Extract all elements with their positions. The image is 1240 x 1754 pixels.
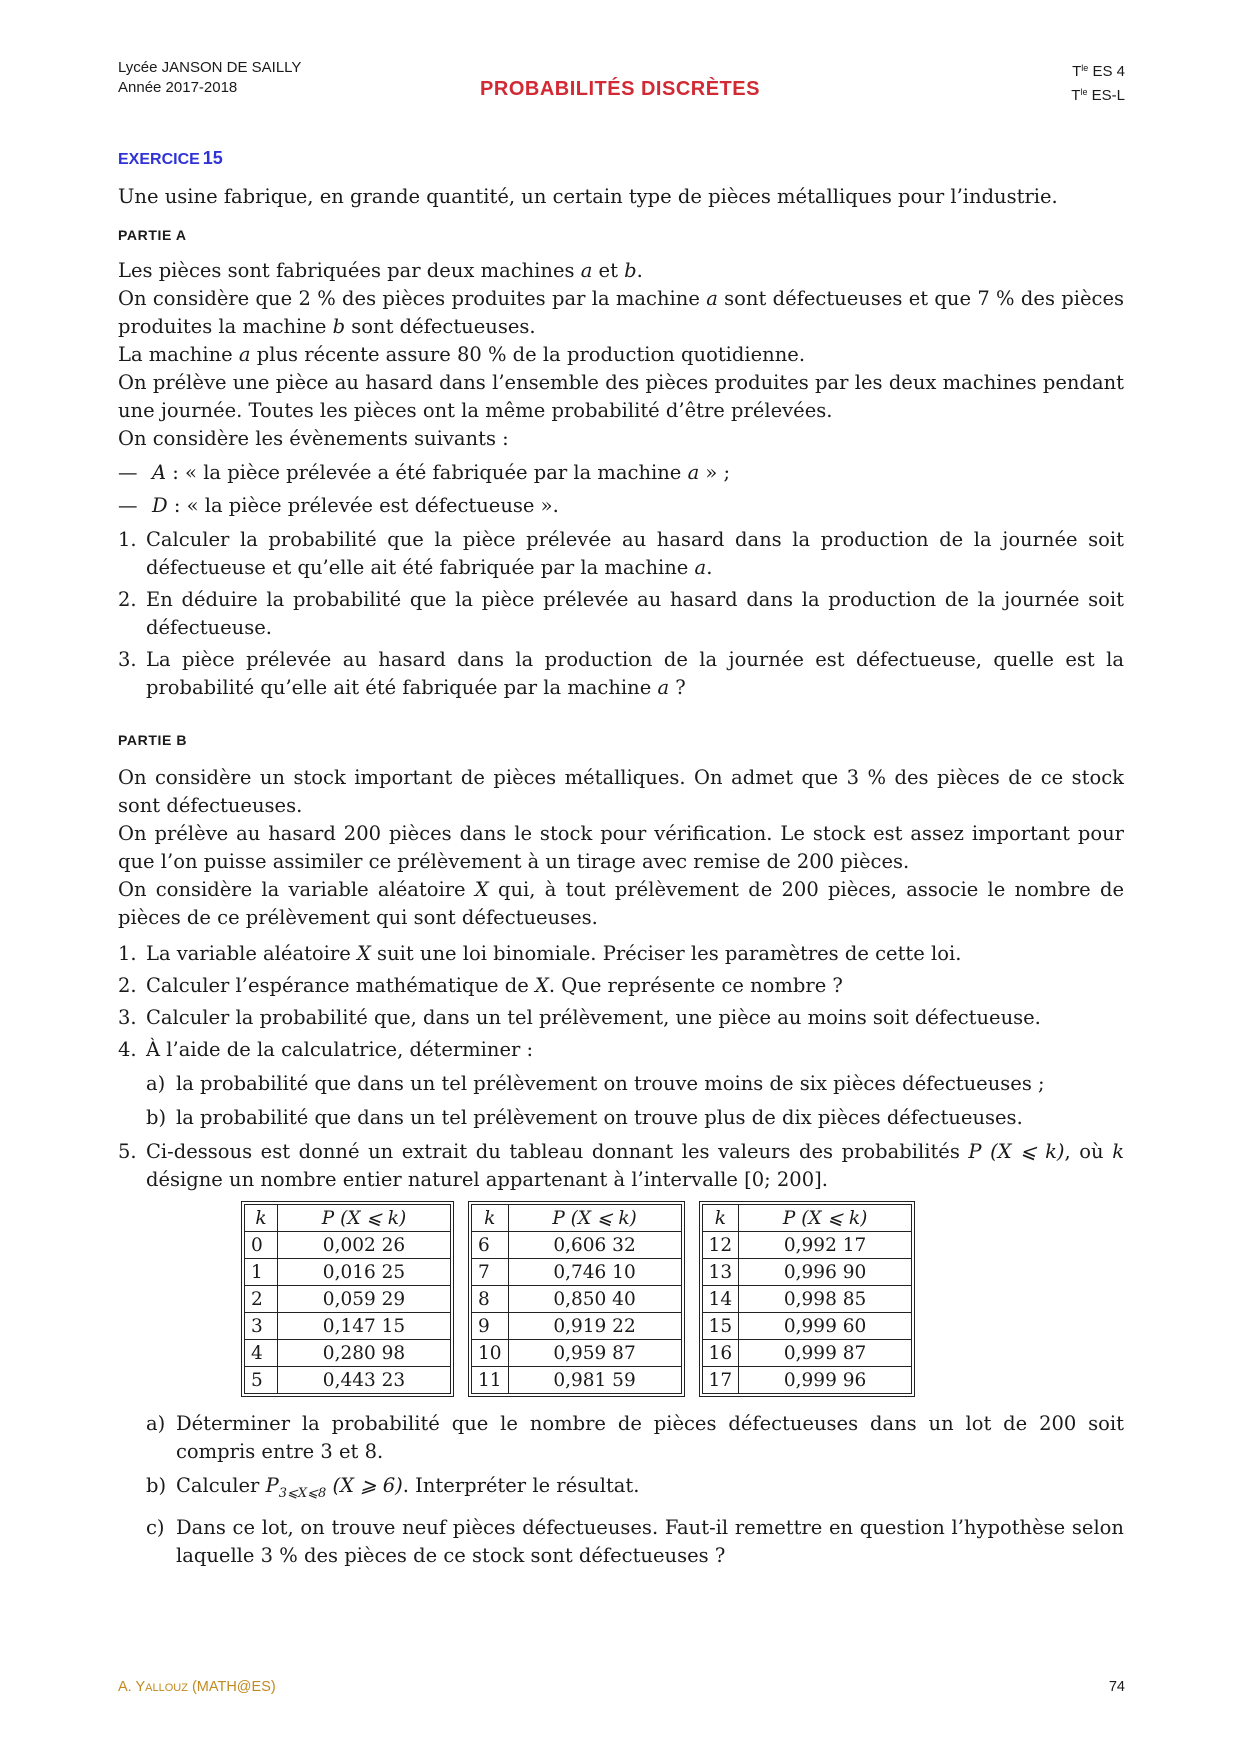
sub-question-item: a) Déterminer la probabilité que le nombre de pièces défectueuses dans un lot de 200 soit compris entre 3 et 8. xyxy=(146,1412,1124,1463)
part-a-title: PARTIE A xyxy=(118,227,187,243)
events-list xyxy=(118,459,1124,520)
part-a-text xyxy=(118,257,1124,453)
event-item: — A : « la pièce prélevée a été fabriquée par la machine a » ; xyxy=(118,461,731,484)
question-item: 1. Calculer la probabilité que la pièce prélevée au hasard dans la production de la journée soit défectueuse et qu’elle ait été fabriquée par la machine a. xyxy=(118,528,1124,579)
class-1: $T^{le}$ ES 4 xyxy=(1072,63,1125,80)
question-item: 4. À l’aide de la calculatrice, déterminer : a) la probabilité que dans un tel prélèvement on trouve moins de six pièces défectueuses ; b) la probabilité que dans un tel prélèvement on trouve plus de dix pièces défectueuses. xyxy=(118,1036,1124,1132)
question-item: 5. Ci-dessous est donné un extrait du tableau donnant les valeurs des probabilités P (X ⩽ k), où k désigne un nombre entier naturel appartenant à l’intervalle [0; 200]. xyxy=(118,1140,1125,1191)
part-a-p3: La machine a plus récente assure 80 % de la production quotidienne. xyxy=(118,343,806,366)
school-year: Année 2017-2018 xyxy=(118,79,238,96)
question-4-sublist xyxy=(146,1070,1124,1132)
part-a-questions xyxy=(118,526,1124,702)
probability-table: k P (X ⩽ k) 0 0,002 26 1 0,016 25 2 0,059 29 3 0,147 15 4 0,280 98 5 0,443 23 xyxy=(244,1204,451,1394)
part-a-p2: On considère que 2 % des pièces produites par la machine a sont défectueuses et que 7 % des pièces produites la machine b sont défectueuses. xyxy=(118,287,1124,338)
school-name: Lycée JANSON DE SAILLY xyxy=(118,59,302,76)
sub-question-item: b) la probabilité que dans un tel prélèvement on trouve plus de dix pièces défectueuses. xyxy=(146,1106,1023,1129)
sub-question-item: c) Dans ce lot, on trouve neuf pièces défectueuses. Faut-il remettre en question l’hypothèse selon laquelle 3 % des pièces de ce stock sont défectueuses ? xyxy=(146,1515,1124,1567)
exercise-title: EXERCICE 15 xyxy=(118,148,223,168)
page-title: PROBABILITÉS DISCRÈTES xyxy=(480,78,760,100)
question-item: 3. La pièce prélevée au hasard dans la production de la journée est défectueuse, quelle est la probabilité qu’elle ait été fabriquée par la machine a ? xyxy=(118,648,1124,699)
probability-table: k P (X ⩽ k) 12 0,992 17 13 0,996 90 14 0,998 85 15 0,999 60 16 0,999 87 17 0,999 96 xyxy=(702,1204,913,1394)
header-right xyxy=(1071,58,1125,106)
probability-table: k P (X ⩽ k) 6 0,606 32 7 0,746 10 8 0,850 40 9 0,919 22 10 0,959 87 11 0,981 59 xyxy=(471,1204,682,1394)
part-b-title: PARTIE B xyxy=(118,732,188,748)
sub-question-item: a) la probabilité que dans un tel prélèvement on trouve moins de six pièces défectueuses ; xyxy=(146,1072,1045,1095)
part-b-questions xyxy=(118,940,1124,1194)
part-a-p1: Les pièces sont fabriquées par deux machines a et b. xyxy=(118,259,643,282)
exercise-intro: Une usine fabrique, en grande quantité, un certain type de pièces métalliques pour l’industrie. xyxy=(118,185,1058,208)
question-item: 2. En déduire la probabilité que la pièce prélevée au hasard dans la production de la journée soit défectueuse. xyxy=(118,588,1124,639)
question-item: 3. Calculer la probabilité que, dans un tel prélèvement, une pièce au moins soit défectueuse. xyxy=(118,1006,1041,1029)
part-a-p5: On considère les évènements suivants : xyxy=(118,427,509,450)
probability-tables xyxy=(244,1204,1124,1394)
part-b-p1: On considère un stock important de pièces métalliques. On admet que 3 % des pièces de ce stock sont défectueuses. xyxy=(118,766,1124,817)
part-b-p2: On prélève au hasard 200 pièces dans le stock pour vérification. Le stock est assez important pour que l’on puisse assimiler ce prélèvement à un tirage avec remise de 200 pièces. xyxy=(118,822,1124,873)
part-b-text xyxy=(118,764,1124,932)
part-b-p3: On considère la variable aléatoire X qui, à tout prélèvement de 200 pièces, associe le nombre de pièces de ce prélèvement qui sont défectueuses. xyxy=(118,878,1124,929)
event-item: — D : « la pièce prélevée est défectueuse ». xyxy=(118,494,559,517)
question-5-sublist xyxy=(146,1410,1124,1570)
footer-author: A. YALLOUZ (MATH@ES) xyxy=(118,1679,276,1695)
sub-question-item: b) Calculer $P_{3⩽X⩽8}$ (X ⩾ 6). Interpréter le résultat. xyxy=(146,1474,640,1501)
exercise-content xyxy=(118,148,1124,1570)
question-item: 2. Calculer l’espérance mathématique de X. Que représente ce nombre ? xyxy=(118,974,843,997)
part-a-p4: On prélève une pièce au hasard dans l’ensemble des pièces produites par les deux machines pendant une journée. Toutes les pièces ont la même probabilité d’être prélevées. xyxy=(118,371,1124,422)
class-2: $T^{le}$ ES-L xyxy=(1071,87,1125,104)
question-item: 1. La variable aléatoire X suit une loi binomiale. Préciser les paramètres de cette loi. xyxy=(118,942,962,965)
page-number: 74 xyxy=(1108,1679,1125,1695)
